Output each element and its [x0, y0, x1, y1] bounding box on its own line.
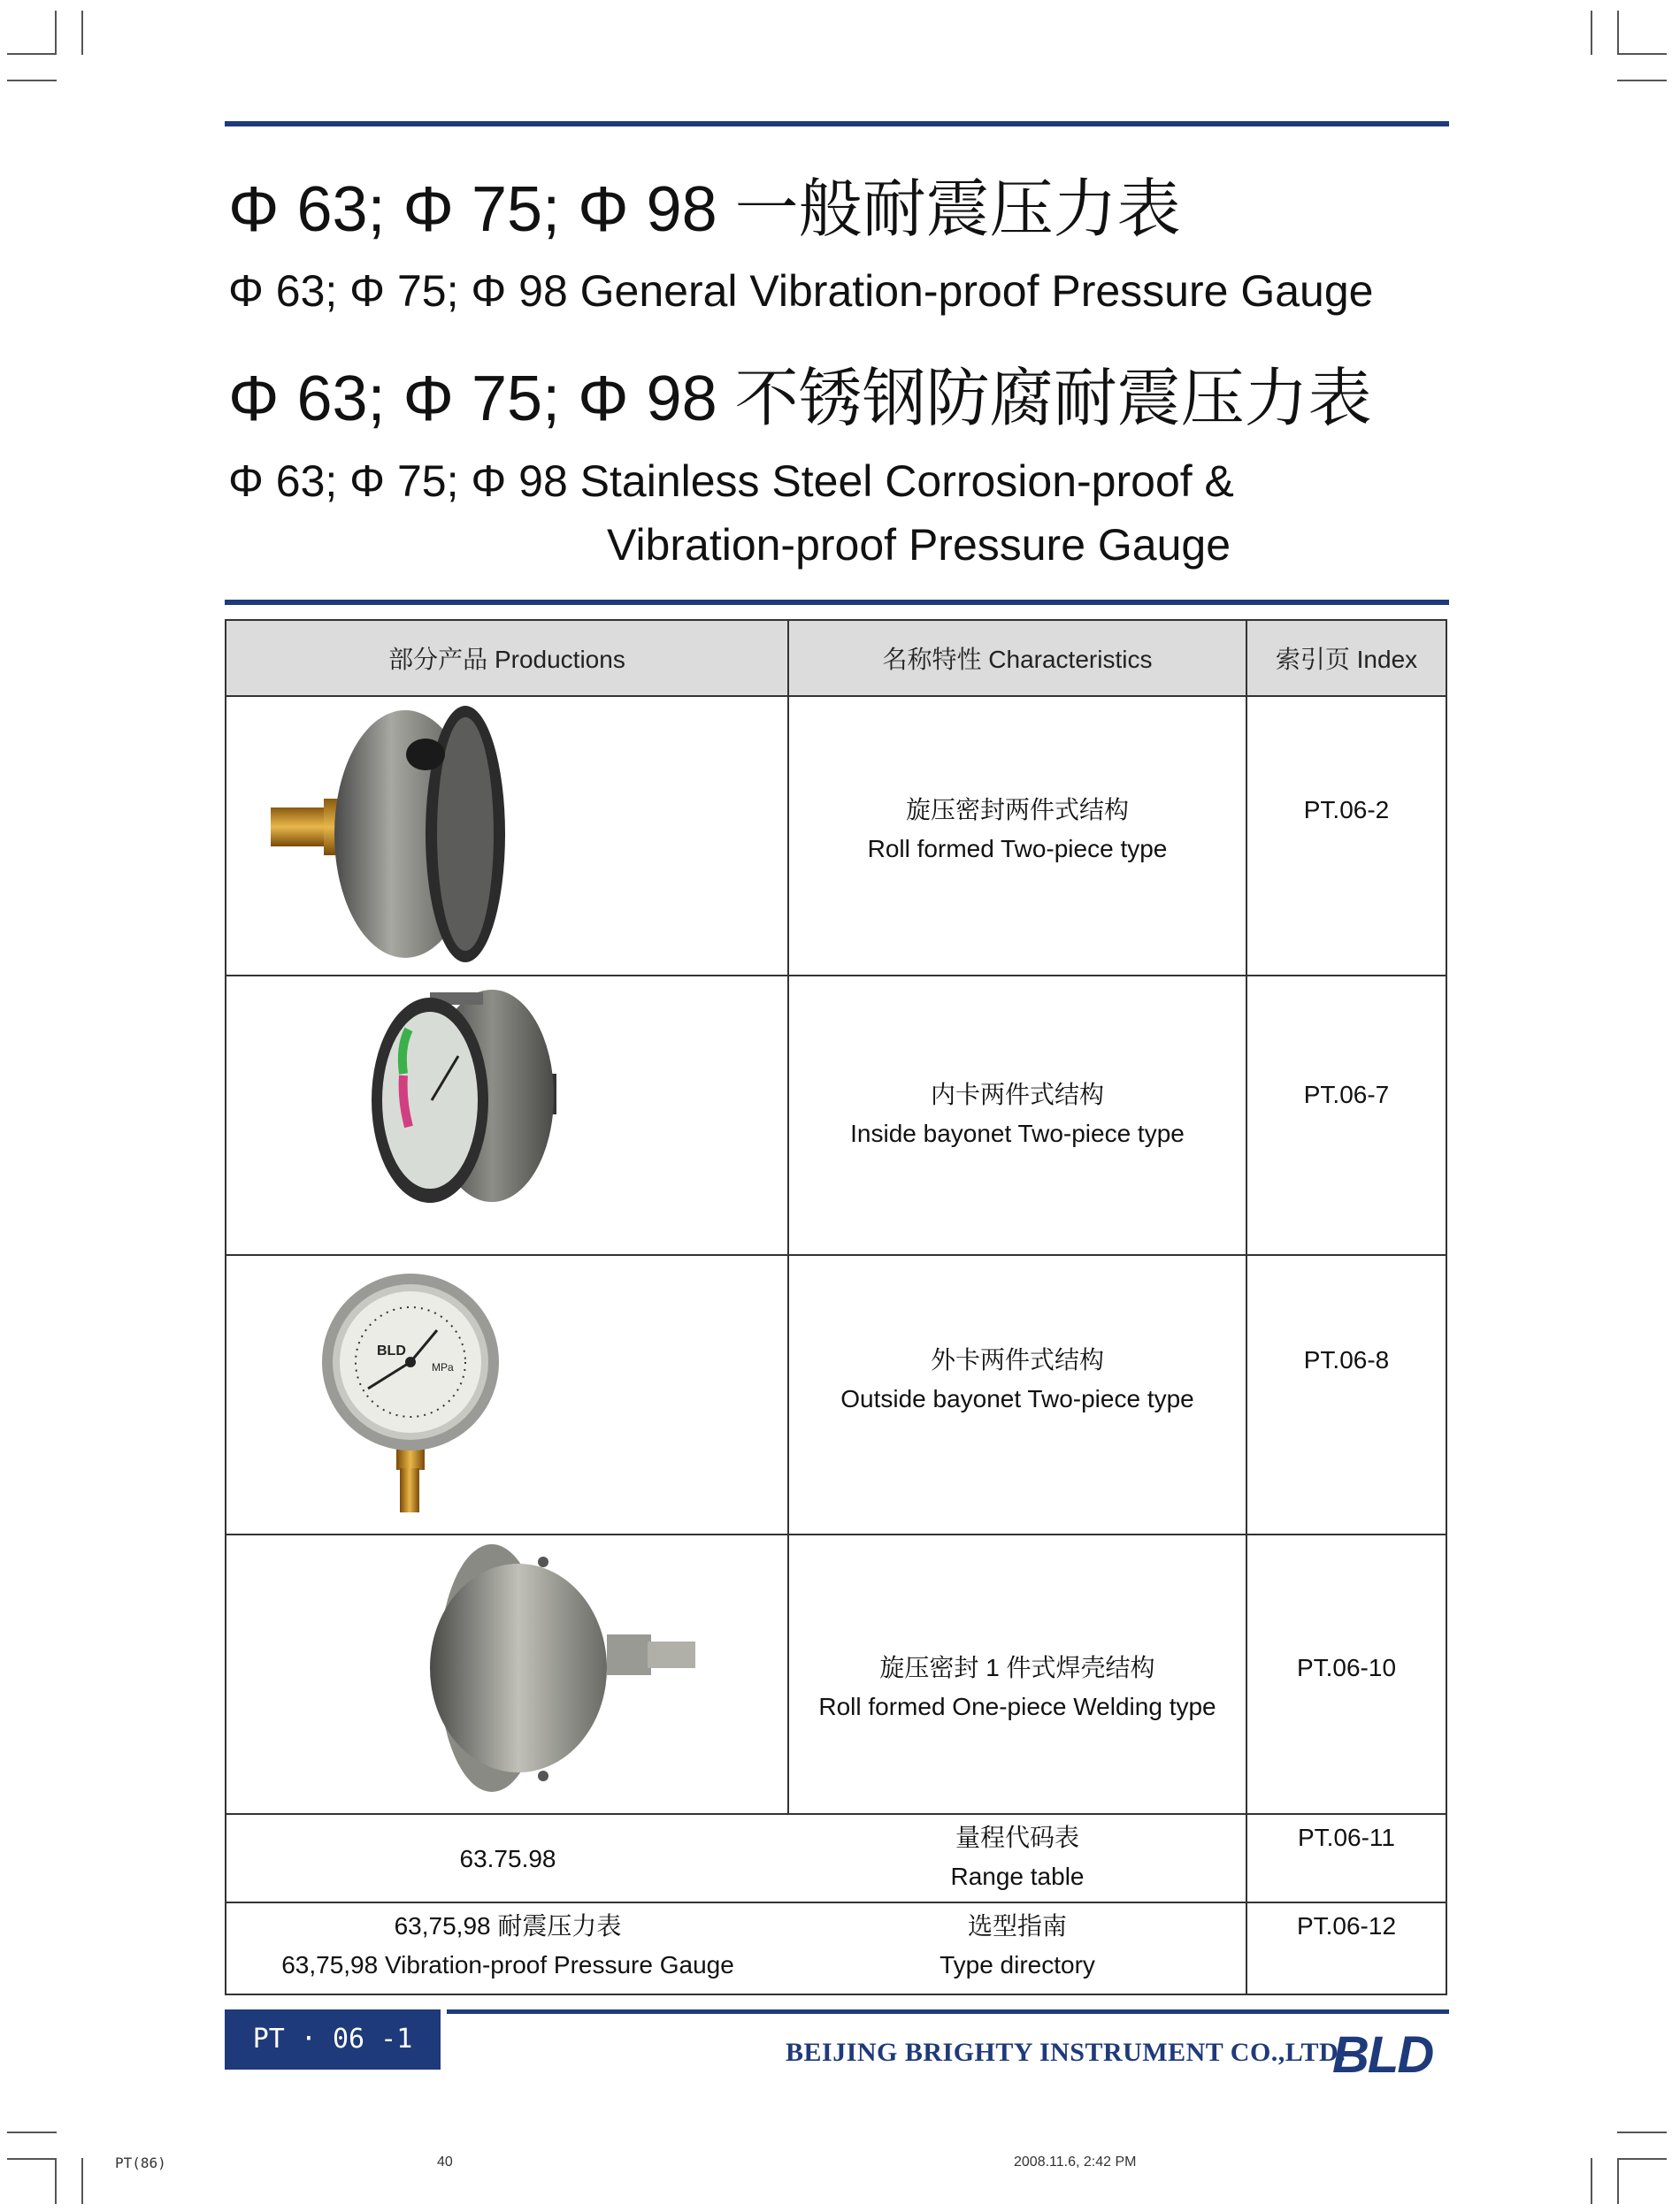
print-page-number: 40	[437, 2155, 453, 2170]
index-cell[interactable]	[1247, 1903, 1446, 1994]
range-product: 63.75.98	[459, 1845, 556, 1872]
gauge-inside-bayonet-image	[226, 976, 789, 1252]
gauge-outside-bayonet-image	[226, 1256, 789, 1532]
header-characteristics: 名称特性 Characteristics	[882, 646, 1153, 673]
gauge-roll-formed-image	[226, 697, 789, 973]
header-cell	[789, 621, 1247, 695]
table-row	[226, 975, 1446, 1254]
type-en: Type directory	[940, 1951, 1095, 1979]
company-name: BEIJING BRIGHTY INSTRUMENT CO.,LTD.	[786, 2038, 1346, 2067]
top-rule	[225, 121, 1449, 126]
index-link[interactable]: PT.06-8	[1303, 1346, 1390, 1374]
table-row	[226, 1534, 1446, 1813]
index-cell[interactable]	[1247, 1256, 1446, 1534]
crop-mark	[7, 2158, 57, 2160]
product-image-cell	[226, 976, 789, 1254]
gauge-dial-unit: MPa	[432, 1361, 454, 1374]
index-cell[interactable]	[1247, 1535, 1446, 1813]
crop-mark	[1617, 80, 1667, 81]
characteristics-cell	[789, 697, 1247, 975]
title-general-cn: Φ 63; Φ 75; Φ 98 一般耐震压力表	[228, 174, 1181, 245]
table-row-range	[226, 1813, 1446, 1902]
index-cell[interactable]	[1247, 976, 1446, 1254]
product-cell	[226, 1815, 789, 1902]
title-stainless-cn: Φ 63; Φ 75; Φ 98 不锈钢防腐耐震压力表	[228, 364, 1372, 434]
characteristic-en: Outside bayonet Two-piece type	[840, 1385, 1194, 1412]
index-cell[interactable]	[1247, 697, 1446, 975]
product-image-cell	[226, 697, 789, 975]
header-cell	[226, 621, 789, 695]
crop-mark	[1617, 2158, 1619, 2204]
company-logo: BLD	[1332, 2026, 1433, 2084]
characteristic-cn: 内卡两件式结构	[930, 1081, 1104, 1108]
range-en: Range table	[950, 1863, 1085, 1890]
crop-mark	[7, 53, 57, 55]
print-left-code: PT(86)	[115, 2155, 166, 2171]
crop-mark	[1617, 11, 1619, 55]
table-row-type	[226, 1902, 1446, 1994]
header-cell	[1247, 621, 1446, 695]
range-cn: 量程代码表	[955, 1824, 1079, 1851]
crop-mark	[1591, 11, 1592, 55]
product-cell	[226, 1903, 789, 1994]
gauge-welding-image	[226, 1535, 789, 1811]
crop-mark	[1617, 2158, 1667, 2160]
type-product-cn: 63,75,98 耐震压力表	[394, 1912, 622, 1940]
characteristics-cell	[789, 976, 1247, 1254]
index-link[interactable]: PT.06-12	[1296, 1912, 1397, 1940]
product-image-cell	[226, 1535, 789, 1813]
crop-mark	[81, 11, 83, 55]
characteristics-cell	[789, 1535, 1247, 1813]
crop-mark	[1617, 53, 1667, 55]
page-code: PT · 06 -1	[225, 2009, 441, 2070]
title-bottom-rule	[225, 600, 1449, 605]
characteristic-en: Inside bayonet Two-piece type	[850, 1120, 1185, 1147]
characteristic-cn: 旋压密封 1 件式焊壳结构	[879, 1654, 1155, 1681]
characteristic-cn: 外卡两件式结构	[930, 1346, 1104, 1374]
index-cell[interactable]	[1247, 1815, 1446, 1902]
print-timestamp: 2008.11.6, 2:42 PM	[1014, 2155, 1137, 2170]
crop-mark	[7, 2132, 57, 2133]
title-stainless-en-line1: Φ 63; Φ 75; Φ 98 Stainless Steel Corrosion-proof &	[228, 456, 1234, 506]
crop-mark	[81, 2158, 83, 2204]
type-cn: 选型指南	[967, 1912, 1067, 1940]
header-index: 索引页 Index	[1275, 646, 1418, 673]
header-productions: 部分产品 Productions	[388, 646, 625, 673]
products-table	[225, 619, 1447, 1995]
table-row	[226, 1254, 1446, 1534]
crop-mark	[55, 2158, 57, 2204]
table-row	[226, 695, 1446, 975]
index-link[interactable]: PT.06-2	[1303, 796, 1390, 823]
crop-mark	[1617, 2132, 1667, 2133]
index-link[interactable]: PT.06-11	[1298, 1824, 1395, 1851]
characteristics-cell	[789, 1815, 1247, 1902]
table-header-row	[226, 621, 1446, 695]
characteristics-cell	[789, 1903, 1247, 1994]
characteristics-cell	[789, 1256, 1247, 1534]
characteristic-en: Roll formed One-piece Welding type	[818, 1693, 1216, 1720]
crop-mark	[7, 80, 57, 81]
title-stainless-en-line2: Vibration-proof Pressure Gauge	[607, 520, 1231, 570]
characteristic-en: Roll formed Two-piece type	[867, 835, 1168, 862]
product-image-cell	[226, 1256, 789, 1534]
title-general-en: Φ 63; Φ 75; Φ 98 General Vibration-proof Pressure Gauge	[228, 266, 1374, 316]
index-link[interactable]: PT.06-10	[1296, 1654, 1397, 1681]
gauge-dial-brand: BLD	[377, 1343, 406, 1359]
characteristic-cn: 旋压密封两件式结构	[905, 796, 1129, 823]
type-product-en: 63,75,98 Vibration-proof Pressure Gauge	[281, 1951, 734, 1979]
footer-rule	[447, 2009, 1449, 2014]
crop-mark	[55, 11, 57, 55]
index-link[interactable]: PT.06-7	[1303, 1081, 1390, 1108]
crop-mark	[1591, 2158, 1592, 2204]
